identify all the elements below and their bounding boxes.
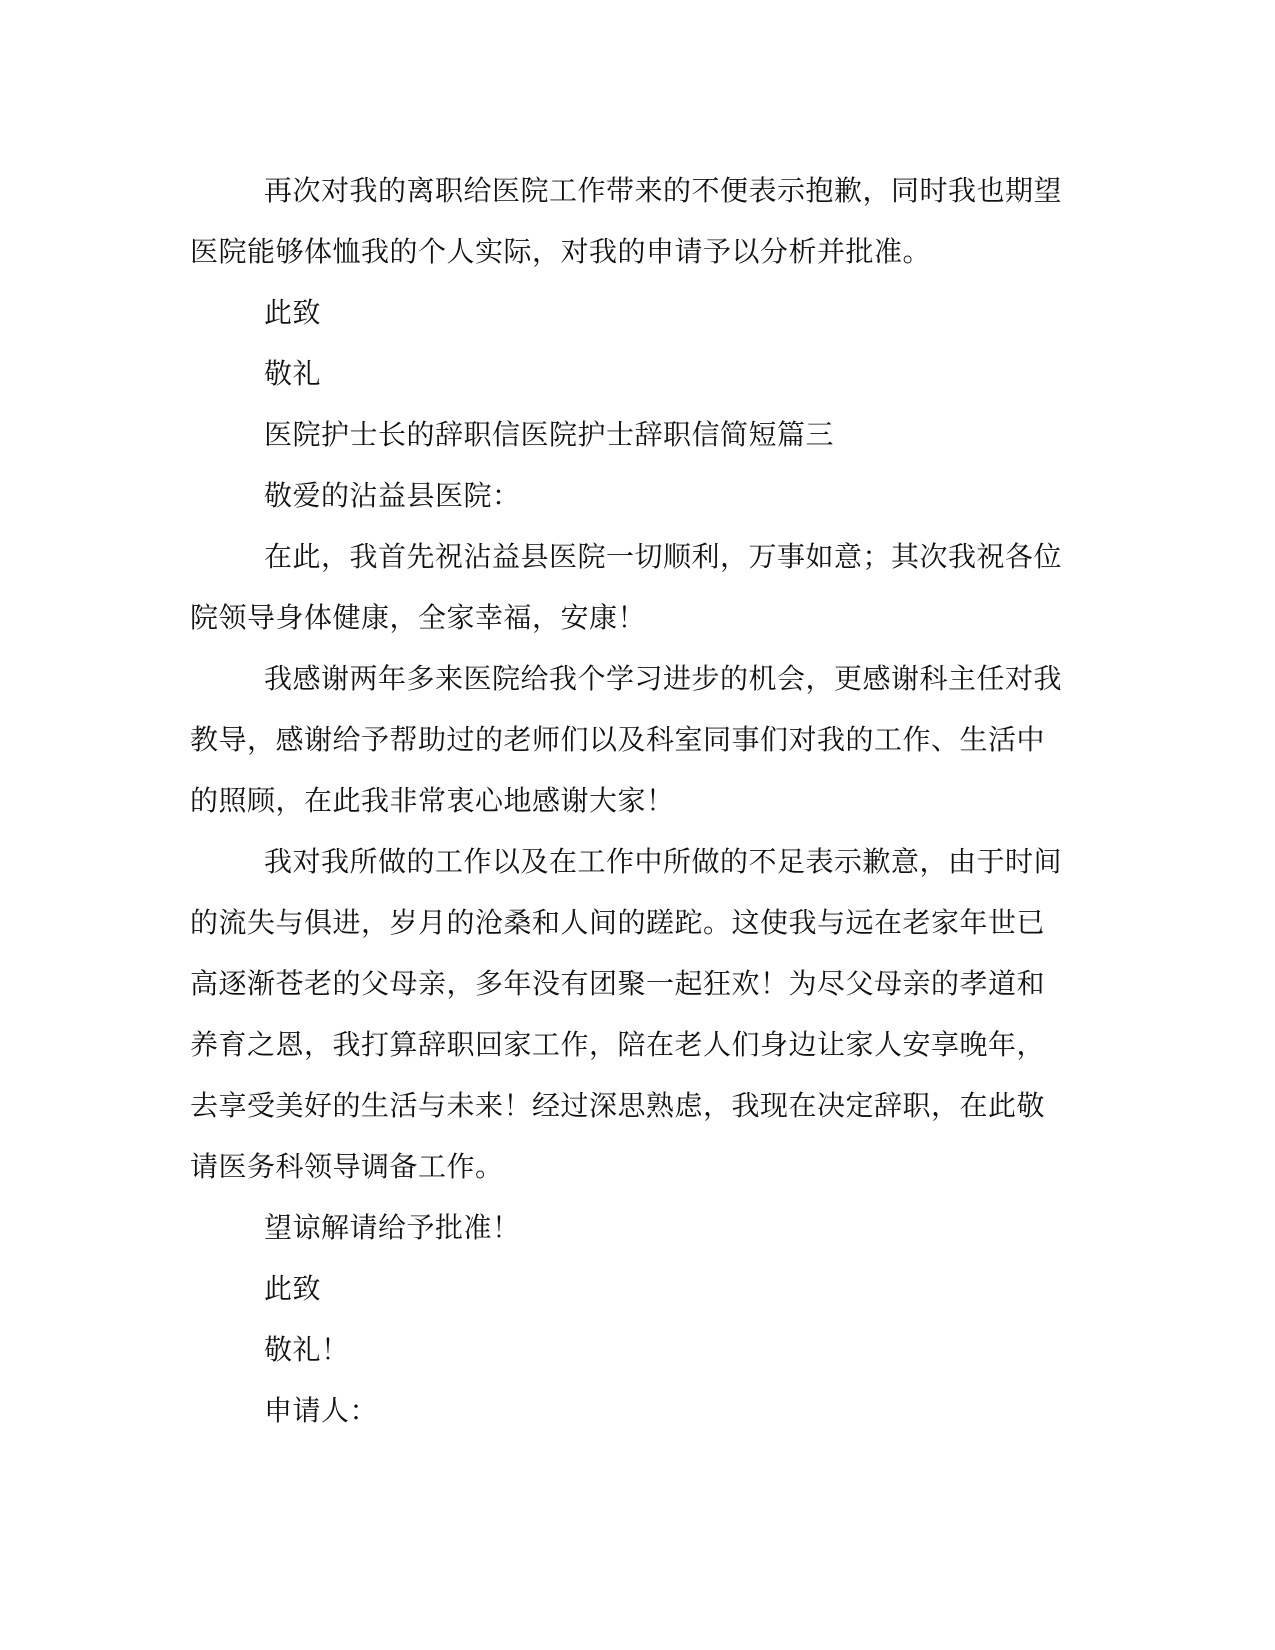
text-line: 敬爱的沾益县医院： [264,479,521,512]
closing-jingli [190,343,1070,404]
signature-applicant [190,1380,1070,1441]
section-heading [190,404,1070,465]
salutation [190,465,1070,526]
text-line: 此致 [264,296,322,329]
text-line: 的流失与俱进，岁月的沧桑和人间的蹉跎。这使我与远在老家年世已 [190,906,1046,939]
text-line: 敬礼 [264,357,322,390]
closing-jingli-2 [190,1319,1070,1380]
paragraph-reason [190,831,1070,1197]
text-line: 敬礼！ [264,1333,350,1366]
text-line: 去享受美好的生活与未来！经过深思熟虑，我现在决定辞职，在此敬 [190,1089,1046,1122]
paragraph-apology [190,160,1070,282]
text-line: 高逐渐苍老的父母亲，多年没有团聚一起狂欢！为尽父母亲的孝道和 [190,967,1046,1000]
text-line: 在此，我首先祝沾益县医院一切顺利，万事如意；其次我祝各位 [264,540,1063,573]
text-line: 我感谢两年多来医院给我个学习进步的机会，更感谢科主任对我 [264,662,1063,695]
text-line: 我对我所做的工作以及在工作中所做的不足表示歉意，由于时间 [264,845,1063,878]
paragraph-request [190,1197,1070,1258]
text-line: 教导，感谢给予帮助过的老师们以及科室同事们对我的工作、生活中 [190,723,1046,756]
text-line: 院领导身体健康，全家幸福，安康！ [190,601,647,634]
paragraph-thanks [190,648,1070,831]
paragraph-wishes [190,526,1070,648]
text-line: 此致 [264,1272,322,1305]
closing-cizhi [190,282,1070,343]
text-line: 医院护士长的辞职信医院护士辞职信简短篇三 [264,418,835,451]
text-line: 望谅解请给予批准！ [264,1211,521,1244]
text-line: 的照顾，在此我非常衷心地感谢大家！ [190,784,675,817]
text-line: 请医务科领导调备工作。 [190,1150,504,1183]
text-line: 再次对我的离职给医院工作带来的不便表示抱歉，同时我也期望 [264,174,1063,207]
closing-cizhi-2 [190,1258,1070,1319]
letter-body [190,160,1070,1441]
text-line: 养育之恩，我打算辞职回家工作，陪在老人们身边让家人安享晚年， [190,1028,1046,1061]
text-line: 医院能够体恤我的个人实际，对我的申请予以分析并批准。 [190,235,932,268]
text-line: 申请人： [264,1394,379,1427]
